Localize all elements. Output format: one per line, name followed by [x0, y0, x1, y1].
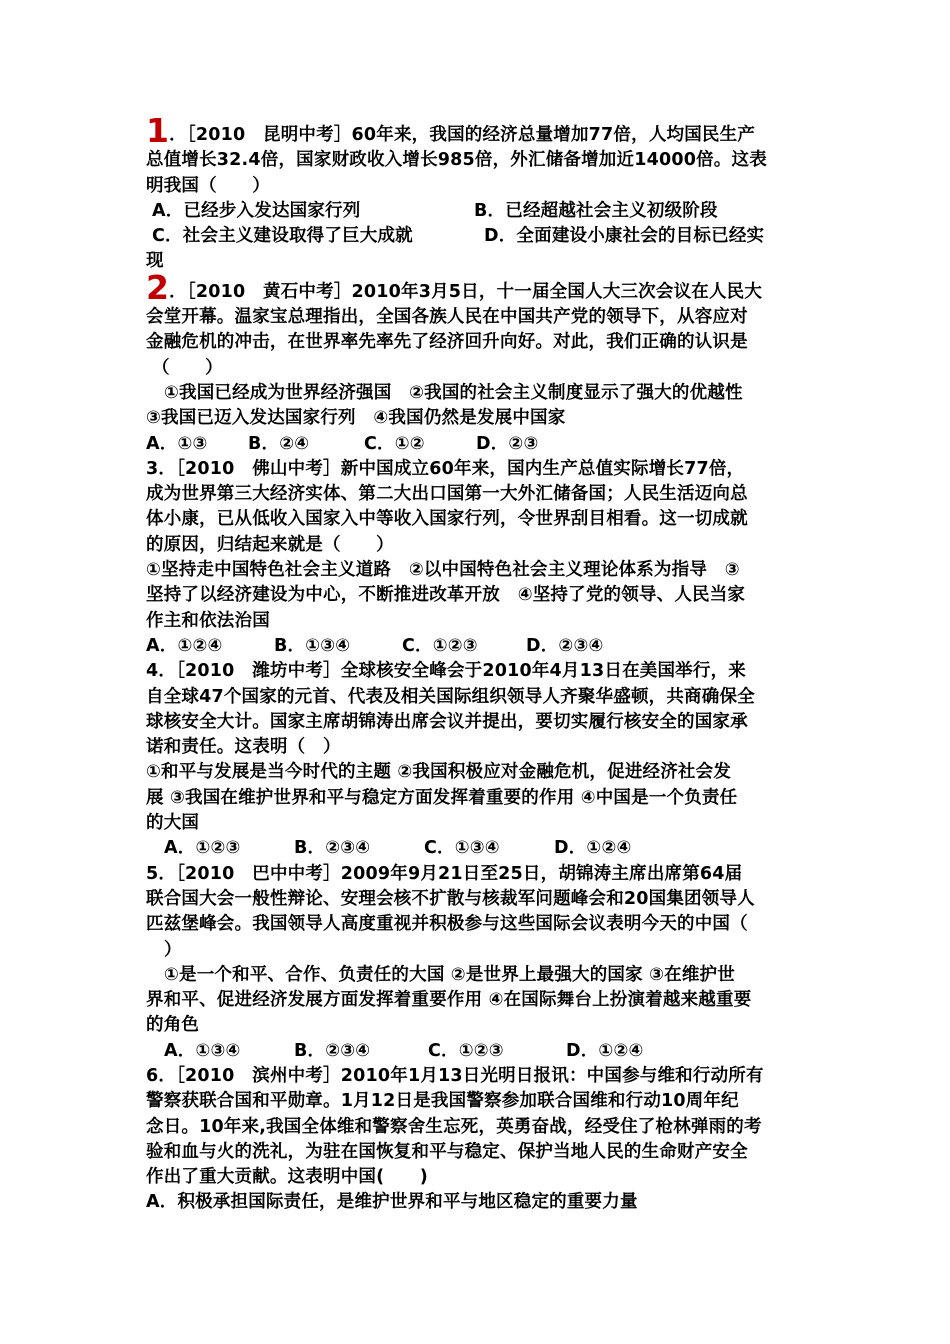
- question-text-line: 警察获联合国和平勋章。1月12日是我国警察参加联合国维和行动10周年纪: [146, 1091, 739, 1112]
- statement-line: 的大国: [146, 813, 200, 834]
- statement-line: ①是一个和平、合作、负责任的大国 ②是世界上最强大的国家 ③在维护世: [164, 964, 735, 985]
- statement-line: 的角色: [146, 1015, 200, 1036]
- question-text-line: 球核安全大计。国家主席胡锦涛出席会议并提出，要切实履行核安全的国家承: [146, 711, 748, 732]
- question-text-line: 总值增长32.4倍，国家财政收入增长985倍，外汇储备增加近14000倍。这表: [146, 150, 767, 171]
- option-row: [146, 1039, 814, 1064]
- statement-line: 作主和依法治国: [146, 610, 270, 631]
- option-a: A．已经步入发达国家行列: [152, 200, 361, 221]
- question-text-line: 金融危机的冲击，在世界率先率先了经济回升向好。对此，我们正确的认识是: [146, 332, 748, 353]
- option-d: D．②③: [476, 433, 539, 454]
- question-text-line: （ ）: [152, 357, 223, 378]
- question-text-line: ．［2010 滨州中考］2010年1月13日光明日报讯：中国参与维和行动所有: [158, 1065, 764, 1086]
- question-4: [146, 659, 814, 861]
- question-2: [146, 267, 814, 457]
- statement-line: ③我国已迈入发达国家行列 ④我国仍然是发展中国家: [146, 408, 566, 429]
- question-text-line: 自全球47个国家的元首、代表及相关国际组织领导人齐聚华盛顿，共商确保全: [146, 686, 755, 707]
- option-a: A．积极承担国际责任，是维护世界和平与地区稳定的重要力量: [146, 1192, 638, 1213]
- statement-line: 坚持了以经济建设为中心，不断推进改革开放 ④坚持了党的领导、人民当家: [146, 585, 746, 606]
- question-text-line: ．［2010 潍坊中考］全球核安全峰会于2010年4月13日在美国举行，来: [158, 661, 746, 682]
- option-row: [146, 199, 814, 224]
- option-c: C．①②: [364, 433, 425, 454]
- option-d: D．①②④: [566, 1040, 644, 1061]
- option-b: B．②③④: [294, 1040, 371, 1061]
- option-b: B．①③④: [274, 635, 351, 656]
- question-text-line: 匹兹堡峰会。我国领导人高度重视并积极参与这些国际会议表明今天的中国（: [146, 914, 748, 935]
- question-text-line: ）: [164, 939, 182, 960]
- option-c: C．①②③: [402, 635, 478, 656]
- statement-line: 展 ③我国在维护世界和平与稳定方面发挥着重要的作用 ④中国是一个负责任: [146, 787, 738, 808]
- question-number: 2: [146, 267, 170, 307]
- option-d: D．①②④: [554, 838, 632, 859]
- option-a: A．①②③: [164, 838, 241, 859]
- option-c: C．①③④: [424, 838, 500, 859]
- question-text-line: ．［2010 巴中中考］2009年9月21日至25日，胡锦涛主席出席第64届: [158, 863, 743, 884]
- question-number: 5: [146, 863, 159, 884]
- question-text-line: 验和血与火的洗礼，为驻在国恢复和平与稳定、保护当地人民的生命财产安全: [146, 1141, 748, 1162]
- option-c: C．社会主义建设取得了巨大成就: [152, 226, 413, 247]
- question-number: 3: [146, 458, 159, 479]
- question-6: [146, 1064, 814, 1216]
- option-row: [146, 224, 814, 249]
- option-a: A．①③④: [164, 1040, 241, 1061]
- question-text-line: 作出了重大贡献。这表明中国( ): [146, 1167, 428, 1188]
- question-list: [146, 111, 814, 1216]
- question-text-line: 明我国（ ）: [146, 175, 270, 196]
- question-text-line: 会堂开幕。温家宝总理指出，全国各族人民在中国共产党的领导下，从容应对: [146, 307, 748, 328]
- option-d: D．②③④: [526, 635, 604, 656]
- statement-line: 界和平、促进经济发展方面发挥着重要作用 ④在国际舞台上扮演着越来越重要: [146, 990, 752, 1011]
- question-3: [146, 457, 814, 659]
- question-1: [146, 111, 814, 275]
- question-text-line: 成为世界第三大经济实体、第二大出口国第一大外汇储备国；人民生活迈向总: [146, 484, 748, 505]
- statement-line: ①坚持走中国特色社会主义道路 ②以中国特色社会主义理论体系为指导 ③: [146, 560, 740, 581]
- question-text-line: ．［2010 佛山中考］新中国成立60年来，国内生产总值实际增长77倍，: [158, 458, 745, 479]
- option-row: [146, 432, 814, 457]
- question-5: [146, 862, 814, 1064]
- option-c: C．①②③: [428, 1040, 504, 1061]
- question-number: 1: [146, 111, 170, 150]
- question-text-line: 诺和责任。这表明（ ）: [146, 737, 341, 758]
- question-text-line: ．［2010 昆明中考］60年来，我国的经济总量增加77倍，人均国民生产: [169, 125, 756, 145]
- option-row: [146, 634, 814, 659]
- option-b: B．已经超越社会主义初级阶段: [474, 200, 718, 221]
- option-a: A．①③: [146, 433, 208, 454]
- option-continuation: 现: [146, 251, 164, 272]
- option-row: [146, 836, 814, 861]
- option-a: A．①②④: [146, 635, 223, 656]
- question-text-line: ．［2010 黄石中考］2010年3月5日，十一届全国人大三次会议在人民大: [169, 281, 763, 302]
- option-b: B．②③④: [294, 838, 371, 859]
- statement-line: ①我国已经成为世界经济强国 ②我国的社会主义制度显示了强大的优越性: [164, 382, 743, 403]
- question-number: 4: [146, 661, 159, 682]
- question-text-line: 体小康，已从低收入国家入中等收入国家行列，令世界刮目相看。这一切成就: [146, 509, 748, 530]
- option-b: B．②④: [248, 433, 310, 454]
- question-text-line: 的原因，归结起来就是（ ）: [146, 534, 394, 555]
- question-text-line: 联合国大会一般性辩论、安理会核不扩散与核裁军问题峰会和20国集团领导人: [146, 888, 755, 909]
- statement-line: ①和平与发展是当今时代的主题 ②我国积极应对金融危机，促进经济社会发: [146, 762, 732, 783]
- question-number: 6: [146, 1065, 159, 1086]
- option-d: D．全面建设小康社会的目标已经实: [484, 226, 765, 247]
- question-text-line: 念日。10年来,我国全体维和警察舍生忘死，英勇奋战，经受住了枪林弹雨的考: [146, 1116, 762, 1137]
